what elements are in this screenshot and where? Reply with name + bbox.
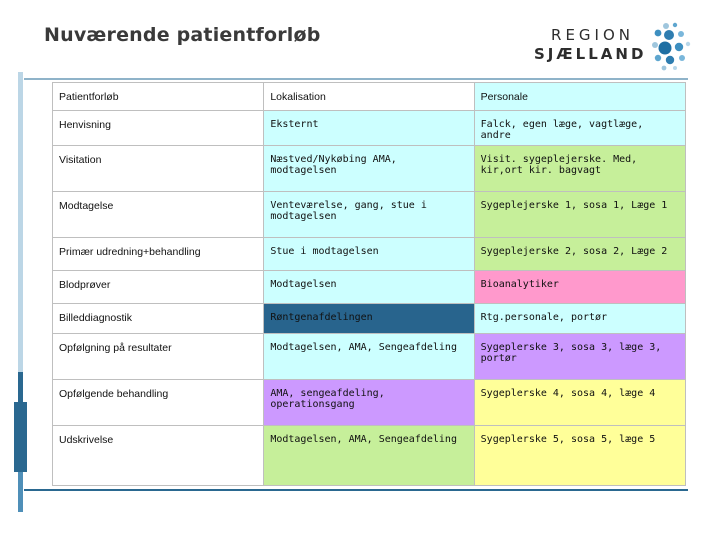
staff-cell: Sygeplerske 4, sosa 4, læge 4 (474, 380, 685, 426)
table-row (53, 304, 686, 334)
table-row (53, 334, 686, 380)
step-cell: Modtagelse (53, 192, 264, 238)
table-row (53, 238, 686, 271)
logo-line-2: SJÆLLAND (534, 45, 647, 63)
step-cell: Henvisning (53, 111, 264, 146)
region-logo-dots-icon (648, 20, 692, 72)
header-cell: Patientforløb (53, 83, 264, 111)
step-cell: Primær udredning+behandling (53, 238, 264, 271)
header-cell: Lokalisation (264, 83, 474, 111)
location-cell: Modtagelsen (264, 271, 474, 304)
staff-cell: Sygeplerske 3, sosa 3, læge 3, portør (474, 334, 685, 380)
location-cell: Modtagelsen, AMA, Sengeafdeling (264, 334, 474, 380)
location-cell: AMA, sengeafdeling, operationsgang (264, 380, 474, 426)
header-cell: Personale (474, 83, 685, 111)
page-title: Nuværende patientforløb (44, 24, 321, 46)
staff-cell: Bioanalytiker (474, 271, 685, 304)
staff-cell: Sygeplejerske 2, sosa 2, Læge 2 (474, 238, 685, 271)
staff-cell: Falck, egen læge, vagtlæge, andre (474, 111, 685, 146)
location-cell: Stue i modtagelsen (264, 238, 474, 271)
location-cell: Næstved/Nykøbing AMA, modtagelsen (264, 146, 474, 192)
step-cell: Billeddiagnostik (53, 304, 264, 334)
table-row (53, 146, 686, 192)
table-header-row (53, 83, 686, 111)
region-logo-text (534, 26, 647, 64)
step-cell: Blodprøver (53, 271, 264, 304)
table-row (53, 192, 686, 238)
table-row (53, 380, 686, 426)
table-row (53, 271, 686, 304)
step-cell: Visitation (53, 146, 264, 192)
location-cell: Modtagelsen, AMA, Sengeafdeling (264, 426, 474, 486)
staff-cell: Rtg.personale, portør (474, 304, 685, 334)
step-cell: Udskrivelse (53, 426, 264, 486)
decorative-left-bar (8, 72, 34, 522)
bottom-divider (24, 489, 688, 491)
staff-cell: Sygeplerske 5, sosa 5, læge 5 (474, 426, 685, 486)
step-cell: Opfølgning på resultater (53, 334, 264, 380)
logo-line-1: REGION (551, 26, 634, 44)
patient-pathway-table (52, 82, 686, 486)
top-divider (24, 78, 688, 80)
table-row (53, 111, 686, 146)
location-cell: Venteværelse, gang, stue i modtagelsen (264, 192, 474, 238)
table-row (53, 426, 686, 486)
location-cell: Eksternt (264, 111, 474, 146)
staff-cell: Sygeplejerske 1, sosa 1, Læge 1 (474, 192, 685, 238)
staff-cell: Visit. sygeplejerske. Med, kir,ort kir. bagvagt (474, 146, 685, 192)
location-cell: Røntgenafdelingen (264, 304, 474, 334)
step-cell: Opfølgende behandling (53, 380, 264, 426)
